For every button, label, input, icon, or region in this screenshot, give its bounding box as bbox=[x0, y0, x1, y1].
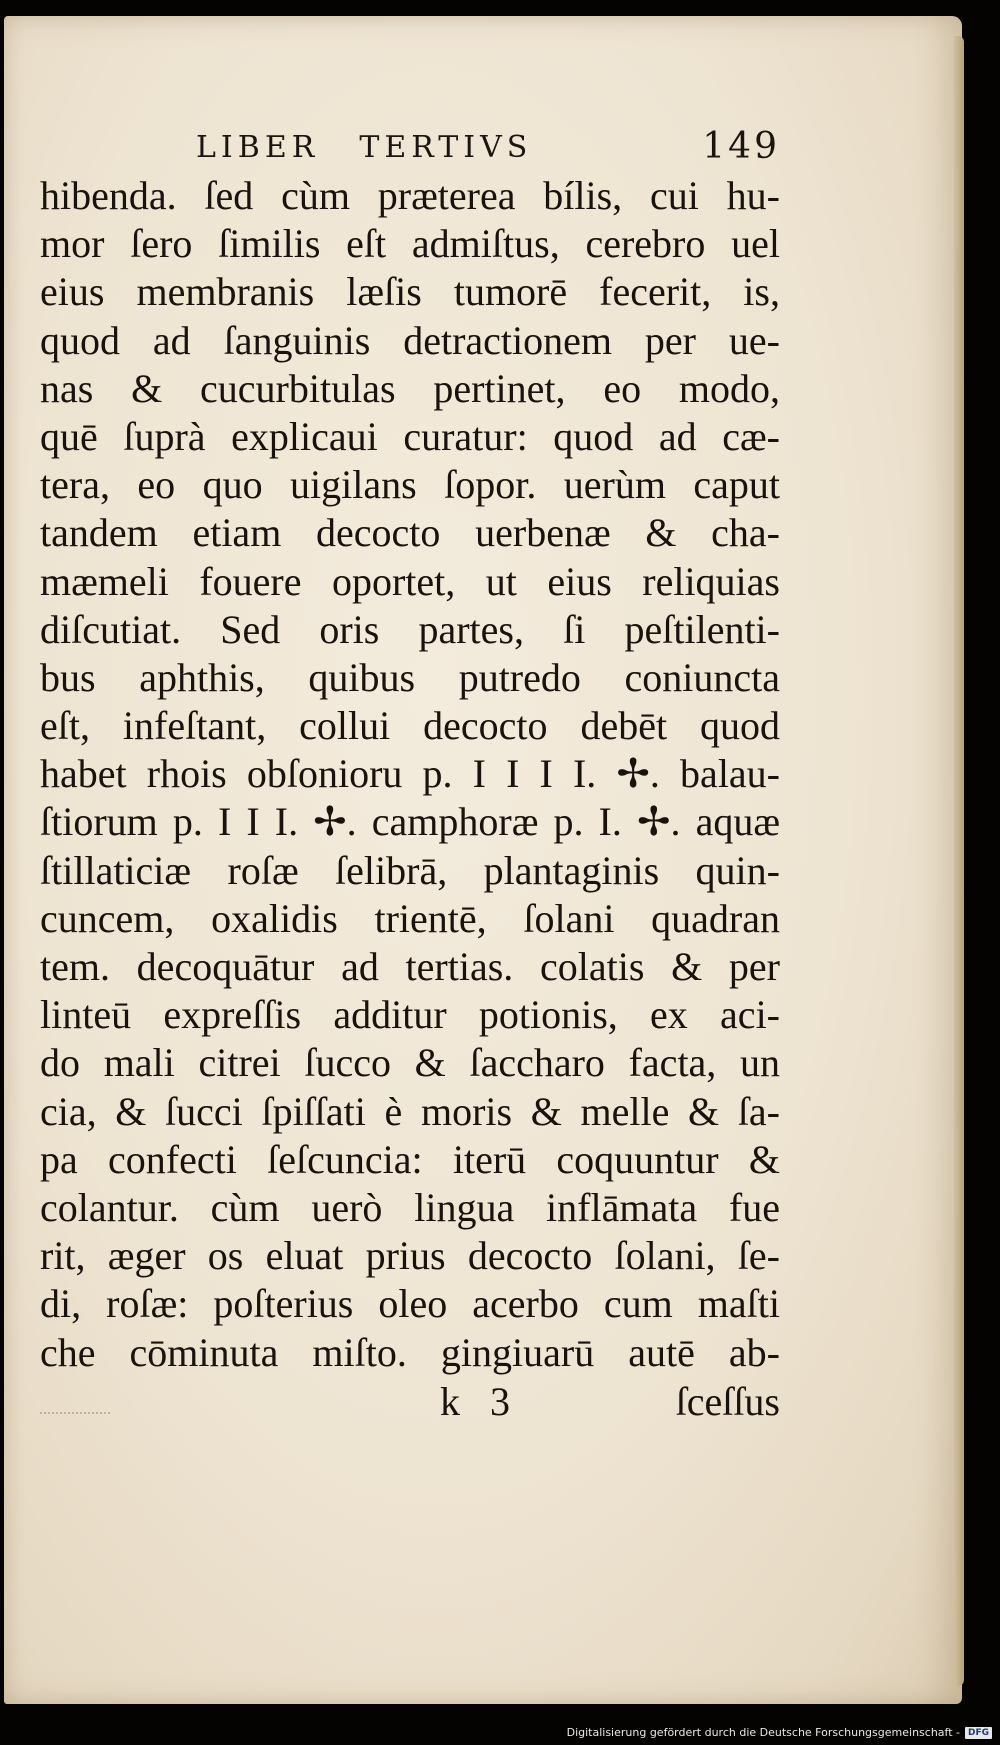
text-line: bus aphthis, quibus putredo coniuncta bbox=[40, 654, 780, 700]
running-head-left: LIBER bbox=[196, 130, 320, 165]
page-number: 149 bbox=[702, 126, 780, 167]
text-line: eius membranis lӕſis tumorē fecerit, is, bbox=[40, 269, 780, 315]
text-line: linteū expreſſis additur potionis, ex aci- bbox=[40, 992, 780, 1038]
text-line: mor ſero ſimilis eſt admiſtus, cerebro uel bbox=[40, 221, 780, 267]
running-head bbox=[196, 130, 532, 165]
catchword: ſceſſus bbox=[675, 1379, 780, 1424]
text-line: colantur. cùm uerò lingua inflāmata fue bbox=[40, 1184, 780, 1230]
text-line: rit, ӕger os eluat prius decocto ſolani, ſe- bbox=[40, 1233, 780, 1279]
text-line: cuncem, oxalidis trientē, ſolani quadran bbox=[40, 895, 780, 941]
page-header bbox=[196, 126, 780, 172]
dfg-logo: DFG bbox=[965, 1727, 992, 1739]
text-line: habet rhois obſonioru p. I I I I. ✢. balau- bbox=[40, 751, 780, 797]
text-line: tera, eo quo uigilans ſopor. uerùm caput bbox=[40, 462, 780, 508]
text-line: do mali citrei ſucco & ſaccharo facta, un bbox=[40, 1040, 780, 1086]
text-line: che cōminuta miſto. gingiuarū autē ab- bbox=[40, 1329, 780, 1375]
text-line: eſt, infeſtant, collui decocto debēt quod bbox=[40, 703, 780, 749]
text-line: diſcutiat. Sed oris partes, ſi peſtilenti- bbox=[40, 606, 780, 652]
text-line: di, roſӕ: poſterius oleo acerbo cum maſti bbox=[40, 1281, 780, 1327]
text-line: nas & cucurbitulas pertinet, eo modo, bbox=[40, 365, 780, 411]
digitization-credit bbox=[567, 1726, 992, 1739]
text-line: quē ſuprà explicaui curatur: quod ad cӕ- bbox=[40, 413, 780, 459]
text-line: tem. decoquātur ad tertias. colatis & per bbox=[40, 944, 780, 989]
signature-mark: k 3 bbox=[440, 1379, 520, 1424]
credit-text: Digitalisierung gefördert durch die Deutsche Forschungsgemeinschaft - bbox=[566, 1726, 960, 1739]
text-line: quod ad ſanguinis detractionem per ue- bbox=[40, 317, 780, 363]
text-line: mӕmeli fouere oportet, ut eius reliquias bbox=[40, 558, 780, 604]
body-text bbox=[40, 172, 780, 1377]
page-footer bbox=[40, 1378, 780, 1428]
text-line: cia, & ſucci ſpiſſati è moris & melle & ſa- bbox=[40, 1088, 780, 1134]
page-edge bbox=[954, 36, 964, 1686]
text-line: ſtiorum p. I I I. ✢. camphorӕ p. I. ✢. aquӕ bbox=[40, 799, 780, 845]
text-line: hibenda. ſed cùm prӕterea bílis, cui hu- bbox=[40, 173, 780, 218]
text-line: tandem etiam decocto uerbenӕ & cha- bbox=[40, 510, 780, 556]
text-line: pa confecti ſeſcuncia: iterū coquuntur & bbox=[40, 1136, 780, 1182]
running-head-right: TERTIVS bbox=[359, 130, 533, 165]
text-line: ſtillaticiӕ roſӕ ſelibrā, plantaginis quin- bbox=[40, 847, 780, 893]
